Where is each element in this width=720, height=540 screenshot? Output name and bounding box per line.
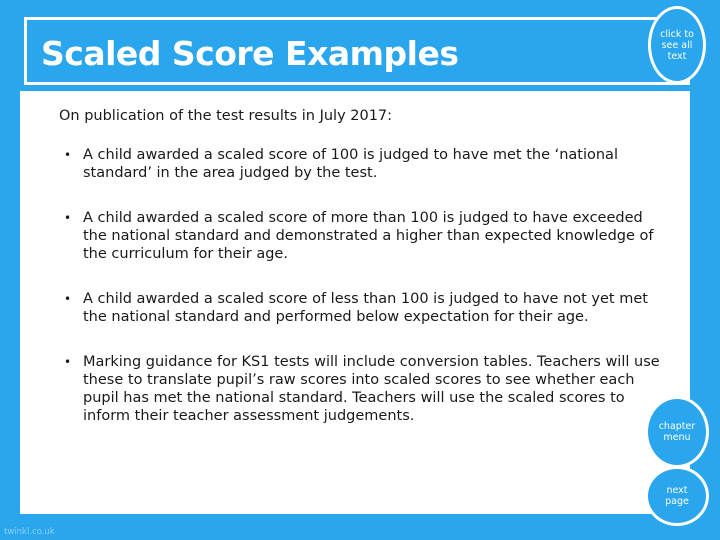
chapter-menu-line-1: chapter	[658, 421, 696, 432]
title-frame	[24, 17, 690, 85]
bullet-item: • A child awarded a scaled score of 100 is judged to have met the ‘national standard’ in the area judged by the test.	[62, 146, 662, 182]
click-to-see-all-line-1: click to	[660, 28, 694, 40]
chapter-menu-line-2: menu	[663, 432, 691, 443]
content-panel	[20, 91, 690, 514]
chapter-menu-button[interactable]	[645, 396, 709, 468]
bullet-list	[62, 146, 662, 452]
page-title: Scaled Score Examples	[41, 34, 459, 73]
bullet-item: • Marking guidance for KS1 tests will include conversion tables. Teachers will use these to translate pupil’s raw scores into scaled scores to see whether each pupil has met the national standard. Teachers will use the scaled scores to inform their teacher assessment judgements.	[62, 353, 662, 425]
click-to-see-all-text-button[interactable]	[648, 6, 706, 84]
bullet-item: • A child awarded a scaled score of more than 100 is judged to have exceeded the national standard and demonstrated a higher than expected knowledge of the curriculum for their age.	[62, 209, 662, 263]
next-page-line-2: page	[665, 496, 689, 507]
next-page-button[interactable]	[645, 466, 709, 526]
click-to-see-all-line-3: text	[667, 50, 687, 62]
twinkl-watermark: twinkl.co.uk	[4, 527, 55, 537]
intro-text: On publication of the test results in July 2017:	[59, 108, 393, 124]
click-to-see-all-line-2: see all	[661, 39, 693, 51]
next-page-line-1: next	[666, 485, 688, 496]
bullet-item: • A child awarded a scaled score of less than 100 is judged to have not yet met the national standard and performed below expectation for their age.	[62, 290, 662, 326]
